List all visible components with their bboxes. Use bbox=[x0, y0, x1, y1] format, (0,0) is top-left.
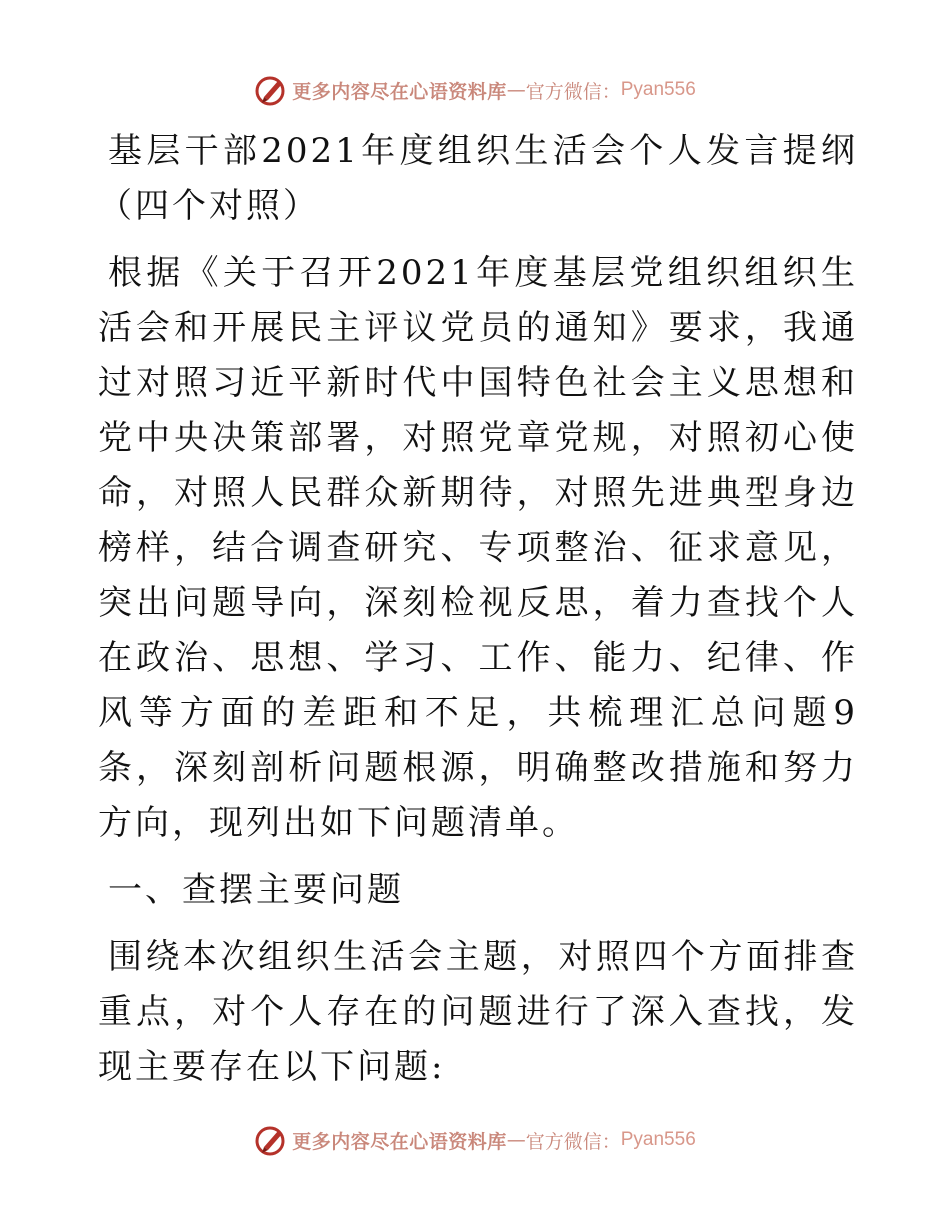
pen-logo-icon bbox=[254, 73, 288, 107]
banner-sub-text: 官方微信： bbox=[525, 80, 621, 103]
banner-account-id: Pyan556 bbox=[620, 1129, 696, 1150]
document-body bbox=[98, 124, 858, 1095]
banner-account-id: Pyan556 bbox=[620, 79, 696, 100]
document-title: 基层干部2021年度组织生活会个人发言提纲（四个对照） bbox=[98, 131, 858, 226]
section-heading: 一、查摆主要问题 bbox=[108, 870, 404, 910]
pen-logo-icon bbox=[254, 1123, 288, 1157]
section-paragraph: 围绕本次组织生活会主题，对照四个方面排查重点，对个人存在的问题进行了深入查找，发现主要存在以下问题: bbox=[98, 937, 858, 1087]
footer-watermark-banner bbox=[0, 1120, 950, 1160]
banner-dash: — bbox=[506, 79, 526, 101]
banner-dash: — bbox=[506, 1129, 526, 1151]
header-watermark-banner bbox=[0, 70, 950, 110]
intro-paragraph: 根据《关于召开2021年度基层党组织组织生活会和开展民主评议党员的通知》要求，我通过对照习近平新时代中国特色社会主义思想和党中央决策部署，对照党章党规，对照初心使命，对照人民群众新期待，对照先进典型身边榜样，结合调查研究、专项整治、征求意见，突出问题导向，深刻检视反思，着力查找个人在政治、思想、学习、工作、能力、纪律、作风等方面的差距和不足，共梳理汇总问题9条，深刻剖析问题根源，明确整改措施和努力方向，现列出如下问题清单。 bbox=[98, 253, 858, 843]
banner-main-text: 更多内容尽在心语资料库 bbox=[292, 80, 507, 103]
banner-sub-text: 官方微信： bbox=[525, 1130, 621, 1153]
banner-main-text: 更多内容尽在心语资料库 bbox=[292, 1130, 507, 1153]
